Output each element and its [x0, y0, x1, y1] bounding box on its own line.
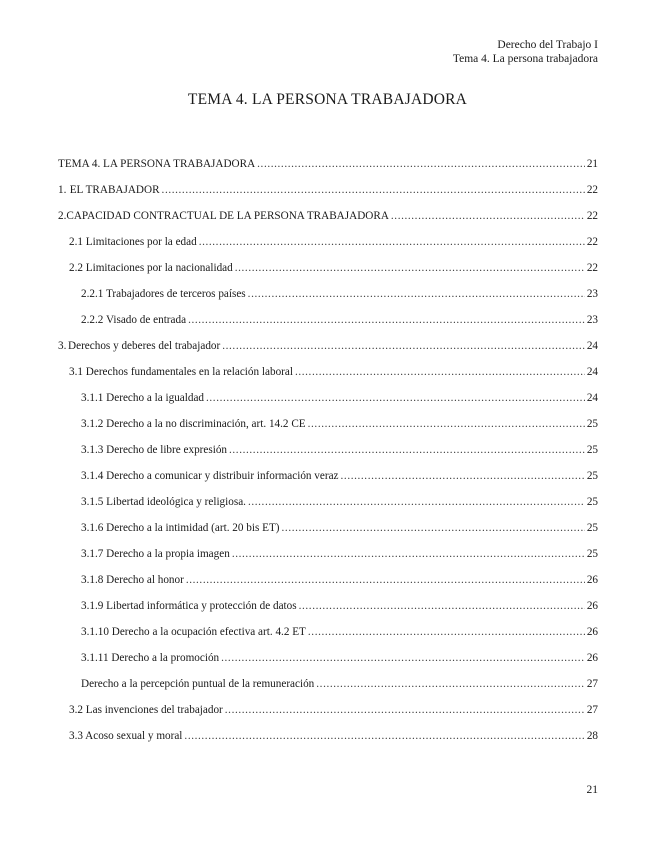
toc-entry[interactable]: [58, 489, 598, 515]
toc-entry-title: 3.1.8 Derecho al honor: [81, 574, 184, 586]
toc-entry-title: 2.2.1 Trabajadores de terceros países: [81, 288, 246, 300]
toc-entry-page: 22: [586, 184, 598, 196]
toc-entry-page: 24: [586, 366, 598, 378]
toc-entry-page: 25: [586, 548, 598, 560]
toc-leader-dots: [295, 366, 585, 378]
toc-leader-dots: [184, 730, 584, 742]
toc-entry-title: 3.1.3 Derecho de libre expresión: [81, 444, 228, 456]
toc-entry-page: 24: [586, 340, 598, 352]
toc-entry[interactable]: [58, 437, 598, 463]
toc-entry[interactable]: [58, 697, 598, 723]
toc-entry-title: 3.1 Derechos fundamentales en la relación laboral: [69, 366, 293, 378]
toc-leader-dots: [162, 184, 585, 196]
toc-leader-dots: [299, 600, 585, 612]
toc-entry[interactable]: [58, 307, 598, 333]
toc-entry-page: 22: [586, 262, 598, 274]
toc-leader-dots: [391, 210, 585, 222]
toc-leader-dots: [308, 626, 585, 638]
toc-entry-page: 21: [586, 158, 598, 170]
toc-leader-dots: [222, 340, 585, 352]
toc-entry-page: 26: [586, 600, 598, 612]
toc-entry-page: 28: [586, 730, 598, 742]
toc-leader-dots: [221, 652, 585, 664]
toc-entry[interactable]: [58, 229, 598, 255]
toc-entry[interactable]: [58, 593, 598, 619]
toc-entry[interactable]: [58, 567, 598, 593]
toc-entry-title: 2.2 Limitaciones por la nacionalidad: [69, 262, 233, 274]
toc-entry-title: 2.1 Limitaciones por la edad: [69, 236, 197, 248]
toc-entry-title: 3.1.9 Libertad informática y protección de datos: [81, 600, 297, 612]
toc-entry[interactable]: [58, 359, 598, 385]
toc-leader-dots: [248, 496, 585, 508]
toc-entry-title: 3.1.1 Derecho a la igualdad: [81, 392, 205, 404]
toc-entry-number: 1.: [58, 184, 67, 196]
toc-entry[interactable]: [58, 645, 598, 671]
toc-entry-page: 25: [586, 522, 598, 534]
toc-entry-page: 25: [586, 470, 598, 482]
toc-leader-dots: [188, 314, 585, 326]
toc-entry-title: 3.1.11 Derecho a la promoción: [81, 652, 220, 664]
toc-entry-page: 22: [586, 236, 598, 248]
toc-entry-title: TEMA 4. LA PERSONA TRABAJADORA: [58, 158, 256, 170]
header-topic: Tema 4. La persona trabajadora: [452, 53, 598, 65]
toc-entry[interactable]: [58, 385, 598, 411]
toc-entry-title: 2.2.2 Visado de entrada: [81, 314, 187, 326]
toc-entry[interactable]: [58, 463, 598, 489]
toc-leader-dots: [235, 262, 585, 274]
header-course: Derecho del Trabajo I: [497, 39, 598, 51]
toc-leader-dots: [316, 678, 585, 690]
toc-entry-title: Derechos y deberes del trabajador: [68, 340, 221, 352]
toc-leader-dots: [229, 444, 585, 456]
toc-leader-dots: [341, 470, 585, 482]
toc-entry-number: 2.: [58, 210, 67, 222]
toc-entry-title: 3.1.2 Derecho a la no discriminación, art. 14.2 CE: [81, 418, 306, 430]
toc-entry-title: CAPACIDAD CONTRACTUAL DE LA PERSONA TRABAJADORA: [66, 210, 389, 222]
toc-entry[interactable]: [58, 333, 598, 359]
toc-entry-page: 22: [586, 210, 598, 222]
toc-entry-page: 25: [586, 496, 598, 508]
toc-leader-dots: [186, 574, 585, 586]
toc-entry-page: 23: [586, 288, 598, 300]
toc-entry-page: 26: [586, 574, 598, 586]
toc-leader-dots: [308, 418, 585, 430]
toc-entry[interactable]: [58, 281, 598, 307]
toc-entry-page: 24: [586, 392, 598, 404]
toc-entry-page: 27: [586, 678, 598, 690]
toc-leader-dots: [248, 288, 585, 300]
toc-leader-dots: [225, 704, 585, 716]
toc-entry-page: 27: [586, 704, 598, 716]
toc-leader-dots: [282, 522, 585, 534]
toc-entry-title: 3.2 Las invenciones del trabajador: [69, 704, 223, 716]
toc-entry-number: 3.: [58, 340, 67, 352]
toc-entry[interactable]: [58, 723, 598, 749]
toc-entry-page: 26: [586, 652, 598, 664]
table-of-contents: [58, 151, 598, 749]
toc-entry[interactable]: [58, 541, 598, 567]
toc-entry-title: 3.1.7 Derecho a la propia imagen: [81, 548, 230, 560]
page-title: TEMA 4. LA PERSONA TRABAJADORA: [187, 91, 468, 108]
page-number: 21: [586, 784, 598, 796]
toc-entry-title: 3.1.10 Derecho a la ocupación efectiva art. 4.2 ET: [81, 626, 306, 638]
toc-entry-title: 3.1.6 Derecho a la intimidad (art. 20 bis ET): [81, 522, 280, 534]
toc-leader-dots: [206, 392, 585, 404]
toc-entry-page: 25: [586, 418, 598, 430]
toc-entry[interactable]: [58, 151, 598, 177]
toc-entry-title: 3.3 Acoso sexual y moral: [69, 730, 183, 742]
toc-leader-dots: [257, 158, 585, 170]
toc-leader-dots: [199, 236, 585, 248]
toc-entry-title: EL TRABAJADOR: [69, 184, 160, 196]
toc-entry-title: Derecho a la percepción puntual de la remuneración: [81, 678, 315, 690]
toc-entry[interactable]: [58, 619, 598, 645]
toc-entry[interactable]: [58, 255, 598, 281]
toc-leader-dots: [232, 548, 585, 560]
toc-entry-title: 3.1.5 Libertad ideológica y religiosa.: [81, 496, 246, 508]
toc-entry[interactable]: [58, 671, 598, 697]
toc-entry[interactable]: [58, 177, 598, 203]
toc-entry-page: 26: [586, 626, 598, 638]
page-header: [453, 38, 598, 66]
toc-entry[interactable]: [58, 411, 598, 437]
toc-entry-page: 23: [586, 314, 598, 326]
toc-entry[interactable]: [58, 203, 598, 229]
toc-entry-title: 3.1.4 Derecho a comunicar y distribuir información veraz: [81, 470, 339, 482]
toc-entry-page: 25: [586, 444, 598, 456]
toc-entry[interactable]: [58, 515, 598, 541]
